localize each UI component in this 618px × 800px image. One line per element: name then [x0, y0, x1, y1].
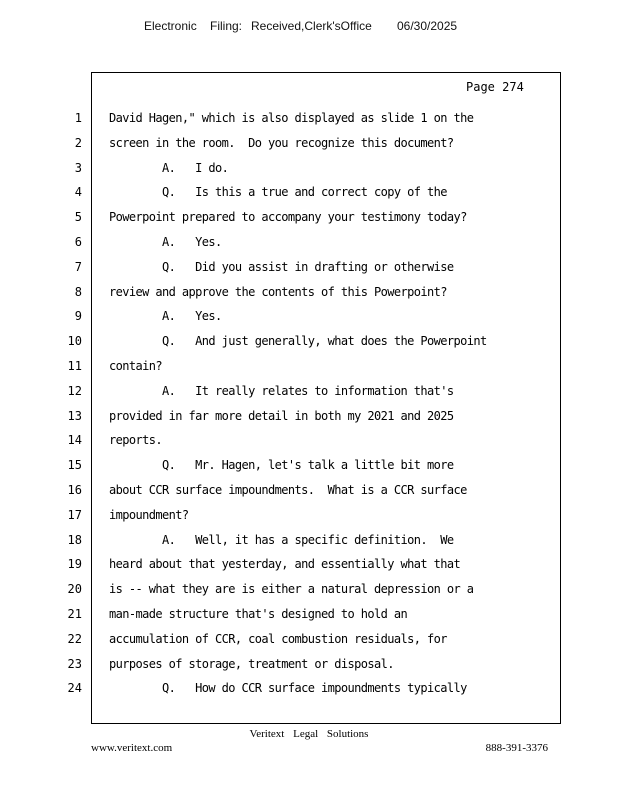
line-text: Q. And just generally, what does the Powerpoint — [109, 334, 487, 349]
line-text: man-made structure that's designed to hold an — [109, 607, 408, 621]
line-number: 16 — [67, 483, 82, 497]
line-number: 9 — [74, 309, 82, 324]
transcript-line — [0, 111, 618, 131]
line-number: 2 — [74, 135, 82, 150]
line-text: A. I do. — [109, 160, 229, 175]
line-number: 19 — [67, 557, 82, 572]
transcript-line — [0, 359, 618, 379]
line-text: Powerpoint prepared to accompany your testimony today? — [109, 210, 467, 225]
line-text: Q. Did you assist in drafting or otherwise — [109, 259, 454, 274]
line-number: 10 — [67, 334, 82, 349]
line-number: 12 — [67, 383, 82, 398]
line-text: Q. Is this a true and correct copy of the — [109, 185, 447, 200]
filing-label-filing: Filing: — [210, 19, 243, 33]
line-text: reports. — [109, 433, 162, 448]
line-text: screen in the room. Do you recognize this document? — [109, 135, 454, 150]
line-text: provided in far more detail in both my 2021 and 2025 — [109, 408, 454, 423]
page-number: Page 274 — [466, 80, 524, 94]
line-text: is -- what they are is either a natural depression or a — [109, 582, 474, 597]
line-number: 24 — [67, 681, 82, 696]
line-text: purposes of storage, treatment or disposal. — [109, 656, 394, 671]
transcript-line — [0, 433, 618, 453]
line-text: heard about that yesterday, and essentially what that — [109, 557, 461, 572]
line-text: impoundment? — [109, 507, 189, 522]
transcript-line — [0, 309, 618, 329]
transcript-line — [0, 657, 618, 677]
footer-phone: 888-391-3376 — [485, 742, 548, 754]
filing-date: 06/30/2025 — [397, 19, 458, 33]
line-text: A. Yes. — [109, 309, 222, 324]
line-number: 4 — [74, 185, 82, 200]
transcript-line — [0, 557, 618, 577]
transcript-line — [0, 582, 618, 602]
transcript-line — [0, 185, 618, 205]
line-text: Q. How do CCR surface impoundments typically — [109, 681, 467, 696]
transcript-line — [0, 384, 618, 404]
line-number: 13 — [67, 408, 82, 423]
line-number: 17 — [67, 507, 82, 522]
line-text: about CCR surface impoundments. What is a CCR surface — [109, 483, 467, 497]
transcript-line — [0, 285, 618, 305]
transcript-line — [0, 161, 618, 181]
transcript-line — [0, 235, 618, 255]
line-text: contain? — [109, 359, 162, 373]
transcript-line — [0, 632, 618, 652]
line-number: 8 — [74, 284, 82, 299]
filing-header — [0, 19, 618, 37]
line-text: accumulation of CCR, coal combustion residuals, for — [109, 631, 447, 646]
line-number: 7 — [74, 259, 82, 274]
transcript-line — [0, 409, 618, 429]
transcript-line — [0, 508, 618, 528]
transcript-line — [0, 458, 618, 478]
line-text: A. Yes. — [109, 235, 222, 249]
line-number: 14 — [67, 433, 82, 448]
transcript-line — [0, 334, 618, 354]
footer-website: www.veritext.com — [91, 742, 173, 754]
filing-label-received: Received,Clerk'sOffice — [251, 19, 372, 33]
line-number: 20 — [67, 582, 82, 597]
line-number: 23 — [67, 656, 82, 671]
line-number: 1 — [74, 111, 82, 125]
line-number: 18 — [67, 532, 82, 547]
transcript-line — [0, 260, 618, 280]
transcript-line — [0, 681, 618, 701]
transcript-line — [0, 136, 618, 156]
line-number: 6 — [74, 235, 82, 249]
line-number: 11 — [67, 359, 82, 373]
transcript-line — [0, 607, 618, 627]
line-text: David Hagen," which is also displayed as slide 1 on the — [109, 111, 474, 125]
line-number: 15 — [67, 458, 82, 473]
footer-veritext: Veritext Legal Solutions — [249, 728, 369, 740]
line-text: A. Well, it has a specific definition. We — [109, 532, 454, 547]
line-number: 22 — [67, 631, 82, 646]
line-text: Q. Mr. Hagen, let's talk a little bit more — [109, 458, 454, 473]
transcript-line — [0, 533, 618, 553]
transcript-line — [0, 483, 618, 503]
filing-label-electronic: Electronic — [144, 19, 197, 33]
line-text: A. It really relates to information that's — [109, 383, 454, 398]
transcript-line — [0, 210, 618, 230]
line-number: 5 — [74, 210, 82, 225]
line-number: 3 — [74, 160, 82, 175]
line-text: review and approve the contents of this Powerpoint? — [109, 284, 447, 299]
line-number: 21 — [67, 607, 82, 621]
